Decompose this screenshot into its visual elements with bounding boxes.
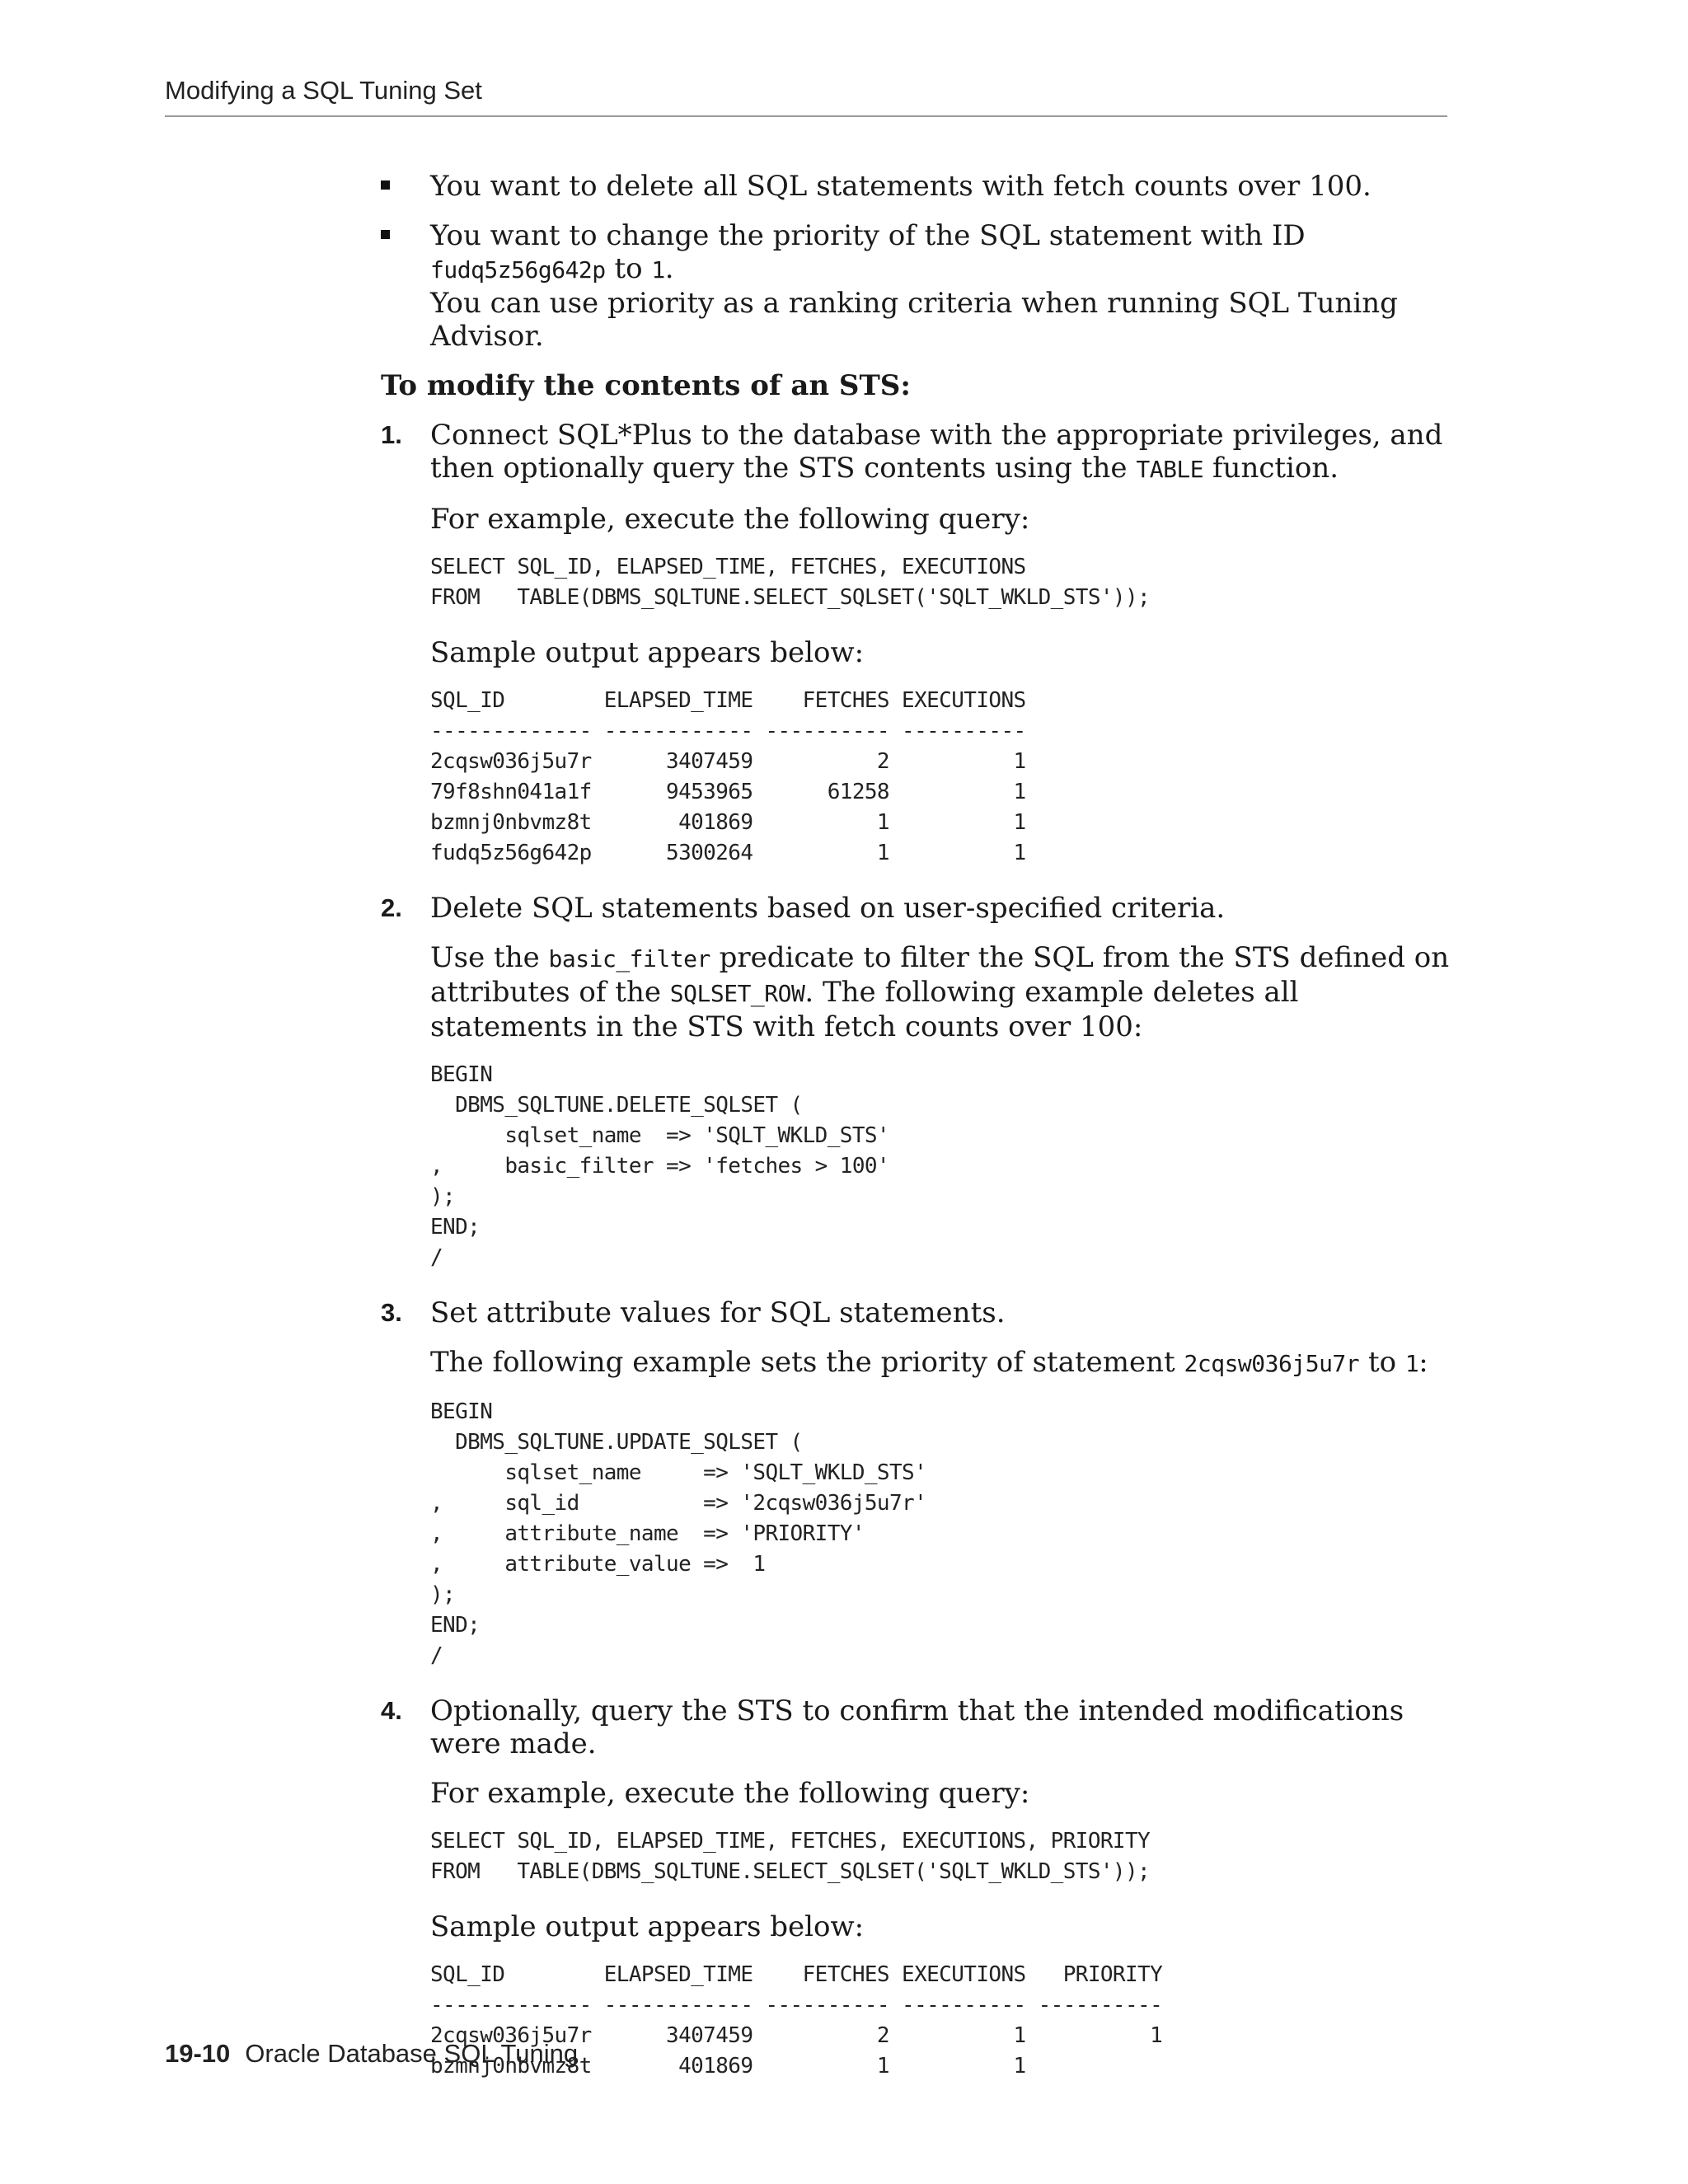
step-paragraph: Sample output appears below:	[430, 1910, 865, 1943]
page-number: 19-10	[165, 2039, 231, 2068]
sample-output-block: SQL_ID ELAPSED_TIME FETCHES EXECUTIONS ------------- ------------ ---------- ---------- 2cqsw036j5u7r 3407459 2 1 79f8shn041a1f 9453965 61258 1 bzmnj0nbvmz8t 401869 1 1 fudq5z56g642p 5300264 1 1	[430, 688, 1026, 865]
priority-value-code: 1	[651, 256, 665, 284]
code-block: SELECT SQL_ID, ELAPSED_TIME, FETCHES, EXECUTIONS, PRIORITY FROM TABLE(DBMS_SQLTUNE.SELECT_SQLSET('SQLT_WKLD_STS'));	[430, 1829, 1151, 1884]
basic-filter-code: basic_filter	[548, 945, 710, 972]
paragraph-part: :	[1418, 1346, 1428, 1379]
square-bullet-icon	[381, 230, 390, 239]
paragraph-part: The following example sets the priority of statement	[430, 1346, 1184, 1379]
running-head: Modifying a SQL Tuning Set	[165, 76, 482, 105]
step-paragraph	[430, 941, 1452, 1043]
bullet-item	[381, 219, 1452, 353]
paragraph-part: predicate to filter the SQL from the STS defined on attributes of the	[430, 941, 1450, 1009]
bullet-text: You want to delete all SQL statements with fetch counts over 100.	[430, 170, 1372, 203]
paragraph-part: to	[1359, 1346, 1405, 1379]
page-body	[381, 170, 1452, 2105]
square-bullet-icon	[381, 180, 390, 190]
step-number: 2.	[381, 893, 402, 922]
bullet-item	[381, 170, 1452, 203]
step-text: Set attribute values for SQL statements.	[430, 1296, 1006, 1329]
step-4	[381, 1694, 1452, 2082]
step-text-part: function.	[1203, 452, 1339, 485]
step-2	[381, 892, 1452, 1273]
step-number: 1.	[381, 420, 402, 449]
step-text: Optionally, query the STS to confirm that the intended modifications were made.	[430, 1694, 1404, 1760]
code-block: SELECT SQL_ID, ELAPSED_TIME, FETCHES, EXECUTIONS FROM TABLE(DBMS_SQLTUNE.SELECT_SQLSET('SQLT_WKLD_STS'));	[430, 555, 1151, 610]
sqlset-row-code: SQLSET_ROW	[669, 980, 805, 1007]
step-text	[430, 419, 1452, 486]
step-paragraph	[430, 1346, 1452, 1380]
step-text: Delete SQL statements based on user-specified criteria.	[430, 892, 1226, 925]
sample-output-block: SQL_ID ELAPSED_TIME FETCHES EXECUTIONS PRIORITY ------------- ------------ ---------- ---------- ---------- 2cqsw036j5u7r 3407459 2 1 1 bzmnj0nbvmz8t 401869 1 1	[430, 1962, 1163, 2079]
code-block: BEGIN DBMS_SQLTUNE.UPDATE_SQLSET ( sqlset_name => 'SQLT_WKLD_STS' , sql_id => '2cqsw036j5u7r' , attribute_name => 'PRIORITY' , attribute_value => 1 ); END; /	[430, 1399, 927, 1668]
step-3	[381, 1296, 1452, 1671]
book-title: Oracle Database SQL Tuning	[245, 2039, 579, 2068]
bullet-text: You want to change the priority of the SQL statement with ID	[430, 219, 1306, 252]
step-1	[381, 419, 1452, 869]
sql-id-code: 2cqsw036j5u7r	[1184, 1350, 1360, 1377]
code-block: BEGIN DBMS_SQLTUNE.DELETE_SQLSET ( sqlset_name => 'SQLT_WKLD_STS' , basic_filter => 'fetches > 100' ); END; /	[430, 1062, 889, 1270]
bullet-text: to	[605, 252, 652, 285]
step-paragraph: For example, execute the following query:	[430, 503, 1030, 536]
step-text-part: Connect SQL*Plus to the database with the appropriate privileges, and then optionally query the STS contents using the	[430, 419, 1443, 485]
sql-id-code: fudq5z56g642p	[430, 256, 606, 284]
header-rule	[165, 115, 1447, 117]
procedure-title: To modify the contents of an STS:	[381, 369, 911, 402]
bullet-text: .	[664, 252, 674, 285]
priority-value-code: 1	[1404, 1350, 1419, 1377]
step-paragraph: Sample output appears below:	[430, 636, 865, 669]
page-footer	[165, 2039, 578, 2069]
paragraph-part: Use the	[430, 941, 549, 974]
step-number: 3.	[381, 1298, 402, 1327]
step-paragraph: For example, execute the following query:	[430, 1777, 1030, 1810]
table-function-code: TABLE	[1136, 456, 1204, 483]
step-number: 4.	[381, 1696, 402, 1725]
paragraph-part: . The following example deletes all statements in the STS with fetch counts over 100:	[430, 976, 1299, 1043]
bullet-text: You can use priority as a ranking criteria when running SQL Tuning Advisor.	[430, 287, 1398, 353]
